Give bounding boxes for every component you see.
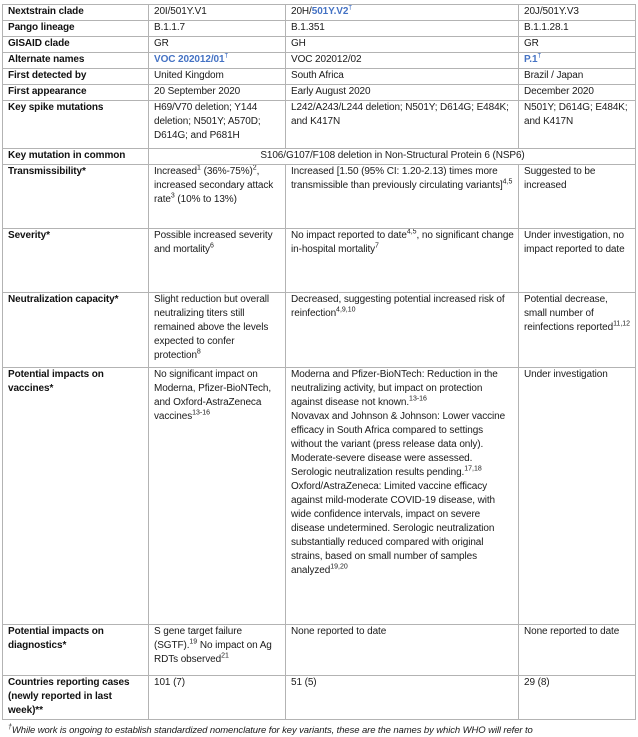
cell-neutralization-v3	[519, 293, 636, 368]
table-row-neutralization-capacity	[3, 293, 636, 368]
superscript-reference: 6	[209, 242, 214, 250]
cell-detected-v1: United Kingdom	[149, 69, 286, 85]
row-label-neutralization-capacity: Neutralization capacity*	[3, 293, 149, 368]
superscript-reference: 11,12	[613, 320, 631, 328]
cell-nextstrain-v1: 20I/501Y.V1	[149, 5, 286, 21]
row-label-alternate-names: Alternate names	[3, 53, 149, 69]
cell-severity-v2	[286, 229, 519, 293]
superscript-reference: 19,20	[330, 563, 348, 571]
cell-nextstrain-v2	[286, 5, 519, 21]
row-label-transmissibility: Transmissibility*	[3, 165, 149, 229]
cell-countries-v1: 101 (7)	[149, 676, 286, 720]
superscript-reference: †	[8, 723, 12, 731]
row-label-gisaid-clade: GISAID clade	[3, 37, 149, 53]
superscript-reference: 13-16	[192, 409, 211, 417]
text-run: Increased [1.50 (95% CI: 1.20-2.13) times more transmissible than previously circulating variants]	[291, 166, 503, 191]
cell-countries-v2: 51 (5)	[286, 676, 519, 720]
footnote-who-nomenclature	[2, 724, 636, 737]
cell-transmissibility-v2	[286, 165, 519, 229]
row-label-first-appearance: First appearance	[3, 85, 149, 101]
cell-gisaid-v1: GR	[149, 37, 286, 53]
cell-detected-v2: South Africa	[286, 69, 519, 85]
table-row-diagnostics-impacts	[3, 625, 636, 676]
cell-pango-v3: B.1.1.28.1	[519, 21, 636, 37]
variant-name-link[interactable]: †	[224, 52, 229, 60]
cell-detected-v3: Brazil / Japan	[519, 69, 636, 85]
table-row-first-detected	[3, 69, 636, 85]
cell-pango-v1: B.1.1.7	[149, 21, 286, 37]
variant-name-link[interactable]: †	[537, 52, 542, 60]
table-row-nextstrain	[3, 5, 636, 21]
superscript-reference: 8	[196, 348, 201, 356]
cell-diagnostics-v2: None reported to date	[286, 625, 519, 676]
table-row-key-spike-mutations	[3, 101, 636, 149]
text-run: Moderna and Pfizer-BioNTech: Reduction in the neutralizing activity, but impact on protection against disease not known.	[291, 369, 498, 408]
text-run: Oxford/AstraZeneca: Limited vaccine efficacy against mild-moderate COVID-19 disease, with wide confidence intervals, impact on severe disease undetermined. Serologic neutralization substantially reduced compared with original strains, based on small number of samples analyzed	[291, 481, 496, 576]
superscript-reference: 19	[189, 638, 198, 646]
table-row-severity	[3, 229, 636, 293]
row-label-vaccine-impacts: Potential impacts on vaccines*	[3, 368, 149, 625]
table-row-pango	[3, 21, 636, 37]
cell-severity-v1	[149, 229, 286, 293]
cell-neutralization-v1	[149, 293, 286, 368]
row-label-severity: Severity*	[3, 229, 149, 293]
text-run: Potential decrease, small number of reinfections reported	[524, 294, 614, 333]
text-run: No significant impact on Moderna, Pfizer-BioNTech, and Oxford-AstraZeneca vaccines	[154, 369, 271, 422]
text-run: (10% to 13%)	[174, 194, 237, 205]
variant-name-link[interactable]: P.1	[524, 54, 538, 65]
table-row-alternate-names	[3, 53, 636, 69]
superscript-reference: 4,9,10	[336, 306, 356, 314]
cell-nextstrain-v3: 20J/501Y.V3	[519, 5, 636, 21]
cell-spike-v2: L242/A243/L244 deletion; N501Y; D614G; E484K; and K417N	[286, 101, 519, 149]
superscript-reference: 1	[197, 164, 201, 172]
table-row-countries-reporting	[3, 676, 636, 720]
cell-diagnostics-v1	[149, 625, 286, 676]
text-run: Novavax and Johnson & Johnson: Lower vaccine efficacy in South Africa compared to settings without the variant (press release data only). Moderate-severe disease were assessed. Serologic neutralization results pending.	[291, 411, 506, 478]
superscript-reference: 7	[375, 242, 379, 250]
table-row-transmissibility	[3, 165, 636, 229]
variant-name-link[interactable]: VOC 202012/01	[154, 54, 225, 65]
cell-vaccines-v1	[149, 368, 286, 625]
superscript-reference: 17,18	[464, 465, 482, 473]
row-label-key-mutation-in-common: Key mutation in common	[3, 149, 149, 165]
text-run: Decreased, suggesting potential increased risk of reinfection	[291, 294, 505, 319]
superscript-reference: 4,5	[406, 228, 417, 236]
cell-vaccines-v2	[286, 368, 519, 625]
cell-appearance-v3: December 2020	[519, 85, 636, 101]
text-run: Slight reduction but overall neutralizing titers still remained above the levels expected to confer protection	[154, 294, 270, 361]
text-run: Possible increased severity and mortality	[154, 230, 273, 255]
text-run: While work is ongoing to establish standardized nomenclature for key variants, these are the names by which WHO will refer to	[11, 725, 533, 736]
cell-appearance-v1: 20 September 2020	[149, 85, 286, 101]
cell-transmissibility-v1	[149, 165, 286, 229]
text-run: (36%-75%)	[200, 166, 253, 177]
superscript-reference: 21	[221, 652, 229, 660]
table-row-key-mutation-in-common	[3, 149, 636, 165]
text-run: No impact on Ag RDTs observed	[154, 640, 272, 665]
row-label-diagnostics-impacts: Potential impacts on diagnostics*	[3, 625, 149, 676]
cell-neutralization-v2	[286, 293, 519, 368]
table-row-gisaid	[3, 37, 636, 53]
variant-comparison-table	[2, 4, 636, 720]
cell-severity-v3: Under investigation, no impact reported to date	[519, 229, 636, 293]
cell-common-mutation-merged: S106/G107/F108 deletion in Non-Structural Protein 6 (NSP6)	[149, 149, 636, 165]
superscript-reference: 2	[252, 164, 257, 172]
cell-diagnostics-v3: None reported to date	[519, 625, 636, 676]
row-label-pango-lineage: Pango lineage	[3, 21, 149, 37]
cell-alternate-v1	[149, 53, 286, 69]
superscript-reference: 13-16	[409, 395, 427, 403]
text-run: , no significant change in-hospital mortality	[291, 230, 514, 255]
text-run: 20H/	[291, 6, 312, 17]
row-label-key-spike-mutations: Key spike mutations	[3, 101, 149, 149]
cell-vaccines-v3: Under investigation	[519, 368, 636, 625]
cell-gisaid-v2: GH	[286, 37, 519, 53]
cell-alternate-v2: VOC 202012/02	[286, 53, 519, 69]
table-row-first-appearance	[3, 85, 636, 101]
cell-alternate-v3	[519, 53, 636, 69]
cell-spike-v3: N501Y; D614G; E484K; and K417N	[519, 101, 636, 149]
text-run: S gene target failure (SGTF).	[154, 626, 242, 651]
cell-pango-v2: B.1.351	[286, 21, 519, 37]
cell-gisaid-v3: GR	[519, 37, 636, 53]
text-run: No impact reported to date	[291, 230, 407, 241]
text-run: Increased	[154, 166, 198, 177]
superscript-reference: 3	[170, 192, 175, 200]
row-label-first-detected-by: First detected by	[3, 69, 149, 85]
variant-name-link[interactable]: †	[348, 4, 353, 12]
variant-name-link[interactable]: 501Y.V2	[311, 6, 349, 17]
table-row-vaccine-impacts	[3, 368, 636, 625]
row-label-nextstrain-clade: Nextstrain clade	[3, 5, 149, 21]
row-label-countries-reporting: Countries reporting cases (newly reported in last week)**	[3, 676, 149, 720]
cell-spike-v1: H69/V70 deletion; Y144 deletion; N501Y; A570D; D614G; and P681H	[149, 101, 286, 149]
cell-appearance-v2: Early August 2020	[286, 85, 519, 101]
superscript-reference: 4,5	[502, 178, 513, 186]
cell-countries-v3: 29 (8)	[519, 676, 636, 720]
cell-transmissibility-v3: Suggested to be increased	[519, 165, 636, 229]
text-run: , increased secondary attack rate	[154, 166, 274, 205]
